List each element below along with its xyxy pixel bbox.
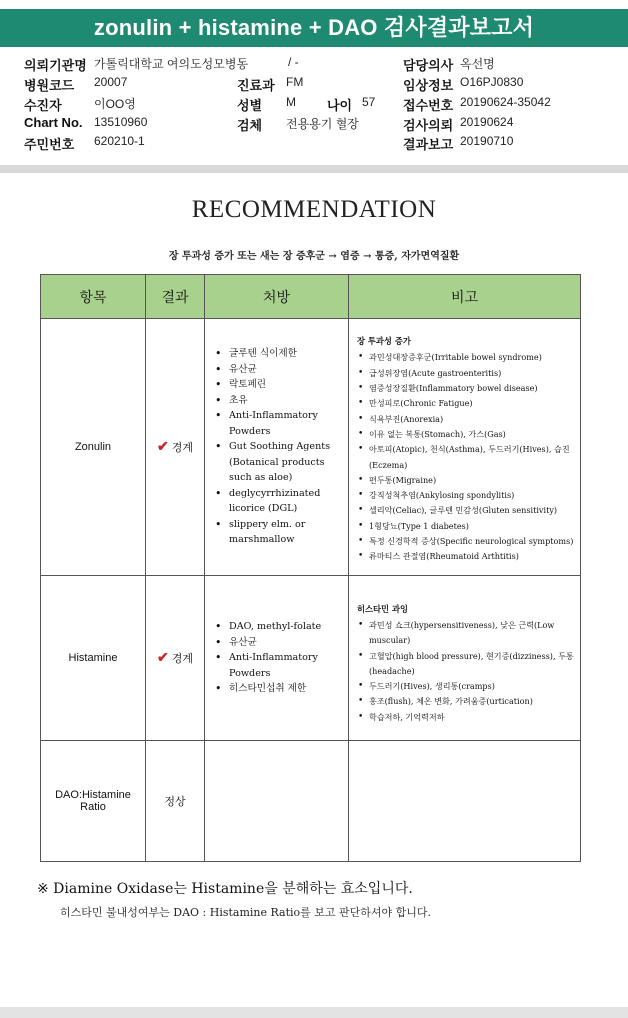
resident-no-value: 620210-1 [94, 134, 145, 148]
result-value: 정상 [164, 795, 186, 808]
remarks-heading: 장 투과성 증가 [357, 336, 411, 347]
doctor-label: 담당의사 [403, 58, 454, 73]
report-title: zonulin + histamine + DAO 검사결과보고서 [0, 9, 628, 47]
remarks-list [357, 618, 574, 725]
check-mark-icon: ✔ [157, 439, 169, 455]
prescription-cell [205, 319, 349, 576]
chart-no-label: Chart No. [24, 115, 83, 130]
hospital-code-label: 병원코드 [24, 78, 75, 93]
item-name: Histamine [68, 652, 118, 664]
table-row-histamine [41, 576, 581, 741]
list-item: • DAO, methyl-folate [215, 619, 342, 635]
prescription-cell [205, 741, 349, 862]
hospital-code-value: 20007 [94, 75, 128, 89]
item-name: Zonulin [74, 441, 112, 453]
prescription-list [205, 346, 348, 548]
remarks-cell [349, 741, 581, 862]
bottom-divider [0, 1007, 628, 1018]
ward-value: / - [288, 55, 299, 69]
list-item: • 두드러기(Hives), 생리통(cramps) [357, 679, 574, 694]
test-request-label: 검사의뢰 [403, 118, 454, 133]
list-item: • 락토페린 [215, 377, 342, 393]
clinical-info-label: 임상정보 [403, 78, 454, 93]
remarks-cell [349, 319, 581, 576]
test-request-value: 20190624 [460, 115, 514, 129]
receipt-no-label: 접수번호 [403, 98, 454, 113]
age-label: 나이 [327, 98, 353, 113]
result-value: 경계 [171, 441, 193, 454]
list-item: • Gut Soothing Agents (Botanical products such as aloe) [215, 439, 342, 486]
list-item: • 글루텐 식이제한 [215, 346, 342, 362]
table-header-row [41, 275, 581, 319]
recommendation-subtitle: 장 투과성 증가 또는 새는 장 증후군 → 염증 → 통증, 자가면역질환 [168, 251, 460, 262]
table-row-zonulin [41, 319, 581, 576]
patient-label: 수진자 [24, 98, 62, 113]
sex-label: 성별 [237, 98, 263, 113]
item-cell [41, 319, 146, 576]
item-name: DAO:Histamine Ratio [55, 789, 131, 813]
result-cell [146, 319, 205, 576]
list-item: • 1형당뇨(Type 1 diabetes) [357, 519, 574, 534]
list-item: • 히스타민섭취 제한 [215, 681, 342, 697]
patient-info [0, 55, 628, 155]
list-item: • slippery elm. or marshmallow [215, 517, 342, 548]
chart-no-value: 13510960 [94, 115, 148, 129]
list-item: • 류마티스 관절염(Rheumatoid Arthtitis) [357, 549, 574, 564]
prescription-list [205, 619, 348, 697]
list-item: • 특정 신경학적 증상(Specific neurological symptoms) [357, 534, 574, 549]
prescription-cell [205, 576, 349, 741]
resident-no-label: 주민번호 [24, 137, 75, 152]
list-item: • 셀리악(Celiac), 글루텐 민감성(Gluten sensitivity) [357, 503, 574, 518]
report-date-label: 결과보고 [403, 137, 454, 152]
section-divider [0, 165, 628, 173]
patient-value: 이OO영 [94, 97, 136, 111]
list-item: • 이유 없는 복통(Stomach), 가스(Gas) [357, 427, 574, 442]
list-item: • 강직성척추염(Ankylosing spondylitis) [357, 488, 574, 503]
list-item: • 편두통(Migraine) [357, 473, 574, 488]
check-mark-icon: ✔ [157, 650, 169, 666]
list-item: • 홍조(flush), 체온 변화, 가려움증(urtication) [357, 694, 574, 709]
list-item: • 염증성장질환(Inflammatory bowel disease) [357, 381, 574, 396]
recommendation-table [40, 274, 581, 862]
list-item: • Anti-Inflammatory Powders [215, 650, 342, 681]
list-item: • 유산균 [215, 362, 342, 378]
department-value: FM [286, 75, 304, 89]
specimen-label: 검체 [237, 118, 263, 133]
result-cell [146, 741, 205, 862]
specimen-value: 전용용기 혈장 [286, 117, 359, 131]
department-label: 진료과 [237, 78, 275, 93]
list-item: • 아토피(Atopic), 천식(Asthma), 두드러기(Hives), 습진(Eczema) [357, 442, 574, 473]
list-item: • 유산균 [215, 635, 342, 651]
remarks-cell [349, 576, 581, 741]
doctor-value: 옥선명 [460, 57, 495, 71]
result-cell [146, 576, 205, 741]
recommendation-title: RECOMMENDATION [191, 196, 437, 223]
list-item: • 과민성 쇼크(hypersensitiveness), 낮은 근력(Low muscular) [357, 618, 574, 649]
list-item: • 초유 [215, 393, 342, 409]
list-item: • 과민성대장증후군(Irritable bowel syndrome) [357, 350, 574, 365]
header-item: 항목 [41, 275, 146, 319]
age-value: 57 [362, 95, 376, 109]
item-cell [41, 576, 146, 741]
footer-note: ※ Diamine Oxidase는 Histamine을 분해하는 효소입니다. [37, 881, 413, 897]
result-value: 경계 [171, 652, 193, 665]
institution-label: 의뢰기관명 [24, 58, 87, 73]
header-remarks: 비고 [349, 275, 581, 319]
footer-detail: 히스타민 불내성여부는 DAO : Histamine Ratio를 보고 판단하셔야 합니다. [60, 906, 432, 919]
list-item: • 학습저하, 기억력저하 [357, 710, 574, 725]
header-result: 결과 [146, 275, 205, 319]
remarks-list [357, 350, 574, 564]
list-item: • 식욕부진(Anorexia) [357, 412, 574, 427]
remarks-heading: 히스타민 과잉 [357, 603, 408, 614]
receipt-no-value: 20190624-35042 [460, 95, 551, 109]
list-item: • deglycyrrhizinated licorice (DGL) [215, 486, 342, 517]
clinical-info-value: O16PJ0830 [460, 75, 524, 89]
sex-value: M [286, 95, 296, 109]
institution-value: 가톨릭대학교 여의도성모병동 [94, 57, 249, 71]
table-row-dao-ratio [41, 741, 581, 862]
header-prescription: 처방 [205, 275, 349, 319]
item-cell [41, 741, 146, 862]
list-item: • 급성위장염(Acute gastroenteritis) [357, 366, 574, 381]
list-item: • Anti-Inflammatory Powders [215, 408, 342, 439]
report-date-value: 20190710 [460, 134, 514, 148]
list-item: • 만성피로(Chronic Fatigue) [357, 396, 574, 411]
list-item: • 고혈압(high blood pressure), 현기증(dizziness), 두통(headache) [357, 649, 574, 680]
